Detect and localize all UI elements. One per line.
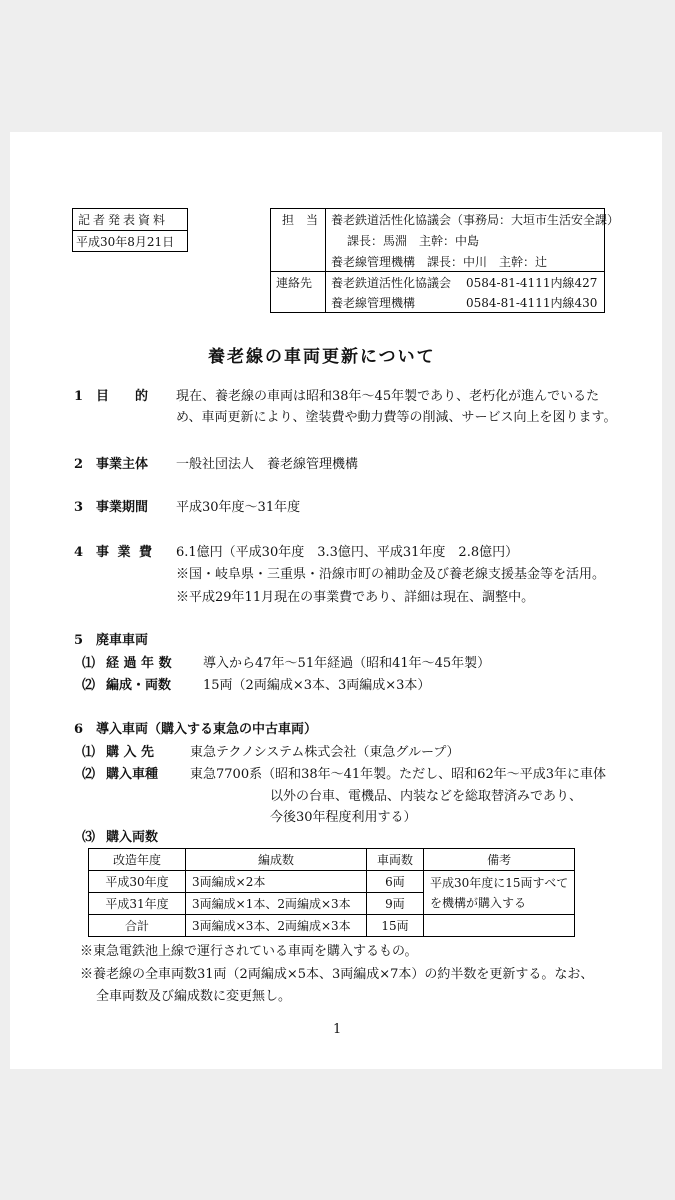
section-6-sub-1-text: 東急テクノシステム株式会社（東急グループ）	[190, 745, 460, 760]
section-6-sub-2-line-3: 今後30年程度利用する）	[270, 810, 417, 825]
charge-label: 担 当	[282, 213, 319, 227]
section-1-line-1: 現在、養老線の車両は昭和38年～45年製であり、老朽化が進んでいるた	[176, 389, 600, 404]
table-header-cell: 車両数	[367, 849, 424, 871]
section-4-number: 4	[74, 545, 84, 560]
section-6-number: 6	[74, 722, 84, 737]
section-5-sub-1-number: ⑴	[82, 656, 96, 671]
table-header-cell: 編成数	[186, 849, 367, 871]
document-title: 養老線の車両更新について	[208, 347, 436, 367]
section-5-number: 5	[74, 633, 84, 648]
section-2-text: 一般社団法人 養老線管理機構	[176, 457, 359, 472]
section-1-label: 目 的	[96, 389, 149, 404]
section-3-label: 事業期間	[96, 500, 149, 515]
table-cell: 平成30年度	[89, 871, 186, 893]
table-note-line-2: を機構が購入する	[430, 895, 527, 910]
table-row	[89, 871, 575, 893]
section-6-sub-2-label: 購入車種	[106, 767, 159, 782]
section-2-label: 事業主体	[96, 457, 149, 472]
table-cell: 6両	[367, 871, 424, 893]
section-5-sub-1-label: 経 過 年 数	[106, 656, 172, 671]
section-6-sub-2-line-2: 以外の台車、電機品、内装などを総取替済みであり、	[270, 789, 583, 804]
table-row	[89, 915, 575, 937]
section-6-sub-3-label: 購入両数	[106, 830, 159, 845]
section-6-sub-2-line-1: 東急7700系（昭和38年～41年製。ただし、昭和62年～平成3年に車体	[190, 767, 606, 782]
section-6-sub-1-number: ⑴	[82, 745, 96, 760]
table-cell: 3両編成×2本	[186, 871, 367, 893]
section-1-number: 1	[74, 389, 84, 404]
page-number: 1	[333, 1022, 342, 1037]
section-3-text: 平成30年度～31年度	[176, 500, 301, 515]
section-6-label: 導入車両（購入する東急の中古車両）	[96, 722, 318, 737]
section-2-number: 2	[74, 457, 84, 472]
note-1: ※東急電鉄池上線で運行されている車両を購入するもの。	[80, 944, 418, 959]
section-4-line-2: ※国・岐阜県・三重県・沿線市町の補助金及び養老線支援基金等を活用。	[176, 567, 606, 582]
section-5-sub-2-text: 15両（2両編成×3本、3両編成×3本）	[203, 678, 431, 693]
charge-line-3: 養老線管理機構 課長：中川 主幹：辻	[331, 255, 548, 269]
press-release-label: 記者発表資料	[78, 213, 169, 227]
tel-line-1-number: 0584-81-4111内線427	[466, 276, 598, 290]
press-release-date: 平成30年8月21日	[76, 235, 175, 249]
section-5-sub-1-text: 導入から47年～51年経過（昭和41年～45年製）	[203, 656, 491, 671]
table-cell	[424, 915, 575, 937]
table-cell: 9両	[367, 893, 424, 915]
tel-line-2-org: 養老線管理機構	[331, 296, 416, 310]
section-5-sub-2-label: 編成・両数	[106, 678, 172, 693]
table-header-cell: 改造年度	[89, 849, 186, 871]
section-4-line-3: ※平成29年11月現在の事業費であり、詳細は現在、調整中。	[176, 590, 535, 605]
tel-label: 連絡先	[276, 276, 313, 290]
charge-line-2: 課長：馬淵 主幹：中島	[347, 234, 480, 248]
table-note-cell	[424, 871, 575, 915]
section-5-label: 廃車車両	[96, 633, 149, 648]
tel-line-1-org: 養老鉄道活性化協議会	[331, 276, 452, 290]
section-5-sub-2-number: ⑵	[82, 678, 96, 693]
table-cell: 合計	[89, 915, 186, 937]
table-header-cell: 備考	[424, 849, 575, 871]
note-2-line-2: 全車両数及び編成数に変更無し。	[96, 989, 292, 1004]
section-6-sub-2-number: ⑵	[82, 767, 96, 782]
table-cell: 3両編成×3本、2両編成×3本	[186, 915, 367, 937]
table-cell: 15両	[367, 915, 424, 937]
section-4-line-1: 6.1億円（平成30年度 3.3億円、平成31年度 2.8億円）	[176, 545, 519, 560]
tel-line-2-number: 0584-81-4111内線430	[466, 296, 598, 310]
section-6-sub-3-number: ⑶	[82, 830, 96, 845]
section-3-number: 3	[74, 500, 84, 515]
table-cell: 平成31年度	[89, 893, 186, 915]
section-4-label: 事 業 費	[96, 545, 155, 560]
section-6-sub-1-label: 購 入 先	[106, 745, 155, 760]
table-header-row	[89, 849, 575, 871]
charge-line-1: 養老鉄道活性化協議会（事務局：大垣市生活安全課）	[331, 213, 620, 227]
note-2-line-1: ※養老線の全車両数31両（2両編成×5本、3両編成×7本）の約半数を更新する。なお、	[80, 967, 594, 982]
section-1-line-2: め、車両更新により、塗装費や動力費等の削減、サービス向上を図ります。	[176, 410, 617, 425]
table-cell: 3両編成×1本、2両編成×3本	[186, 893, 367, 915]
purchase-table	[88, 848, 575, 937]
table-note-line-1: 平成30年度に15両すべて	[430, 875, 569, 890]
